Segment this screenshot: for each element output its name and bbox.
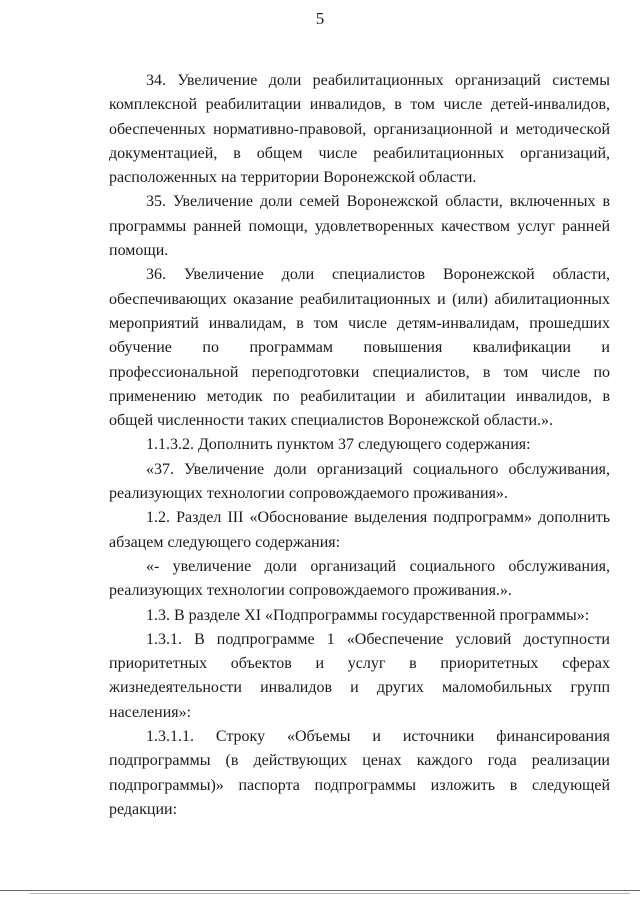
paragraph-1-1-3-2: 1.1.3.2. Дополнить пунктом 37 следующего содержания: <box>146 436 531 454</box>
document-body <box>109 69 610 822</box>
paragraph-1-3-1-1: 1.3.1.1. Строку «Объемы и источники финансирования подпрограммы (в действующих ценах каждого года реализации подпрограммы)» паспорта подпрограммы изложить в следующей редакции: <box>109 728 610 818</box>
page-number: 5 <box>315 9 325 28</box>
paragraph-item-35: 35. Увеличение доли семей Воронежской области, включенных в программы ранней помощи, удовлетворенных качеством услуг ранней помощи. <box>109 193 610 260</box>
paragraph-1-3: 1.3. В разделе XI «Подпрограммы государственной программы»: <box>146 606 590 624</box>
paragraph-item-34: 34. Увеличение доли реабилитационных организаций системы комплексной реабилитации инвалидов, в том числе детей-инвалидов, обеспеченных нормативно-правовой, организационной и методической документацией, в общем числе реабилитационных организаций, расположенных на территории Воронежской области. <box>109 72 610 187</box>
page-bottom-divider-secondary <box>30 893 630 894</box>
paragraph-1-3-1: 1.3.1. В подпрограмме 1 «Обеспечение условий доступности приоритетных объектов и услуг в приоритетных сферах жизнедеятельности инвалидов и других маломобильных групп населения»: <box>109 630 610 721</box>
paragraph-1-2-quote: «- увеличение доли организаций социального обслуживания, реализующих технологии сопровождаемого проживания.». <box>109 557 610 600</box>
paragraph-item-37: «37. Увеличение доли организаций социального обслуживания, реализующих технологии сопровождаемого проживания». <box>109 460 610 503</box>
page-bottom-divider <box>0 890 640 891</box>
paragraph-1-2: 1.2. Раздел III «Обоснование выделения подпрограмм» дополнить абзацем следующего содержания: <box>109 509 610 551</box>
paragraph-item-36: 36. Увеличение доли специалистов Воронежской области, обеспечивающих оказание реабилитационных и (или) абилитационных мероприятий инвалидам, в том числе детям-инвалидам, прошедших обучение по программам повышения квалификации и профессиональной переподготовки специалистов, в том числе по применению методик по реабилитации и абилитации инвалидов, в общей численности таких специалистов Воронежской области.». <box>109 266 610 430</box>
